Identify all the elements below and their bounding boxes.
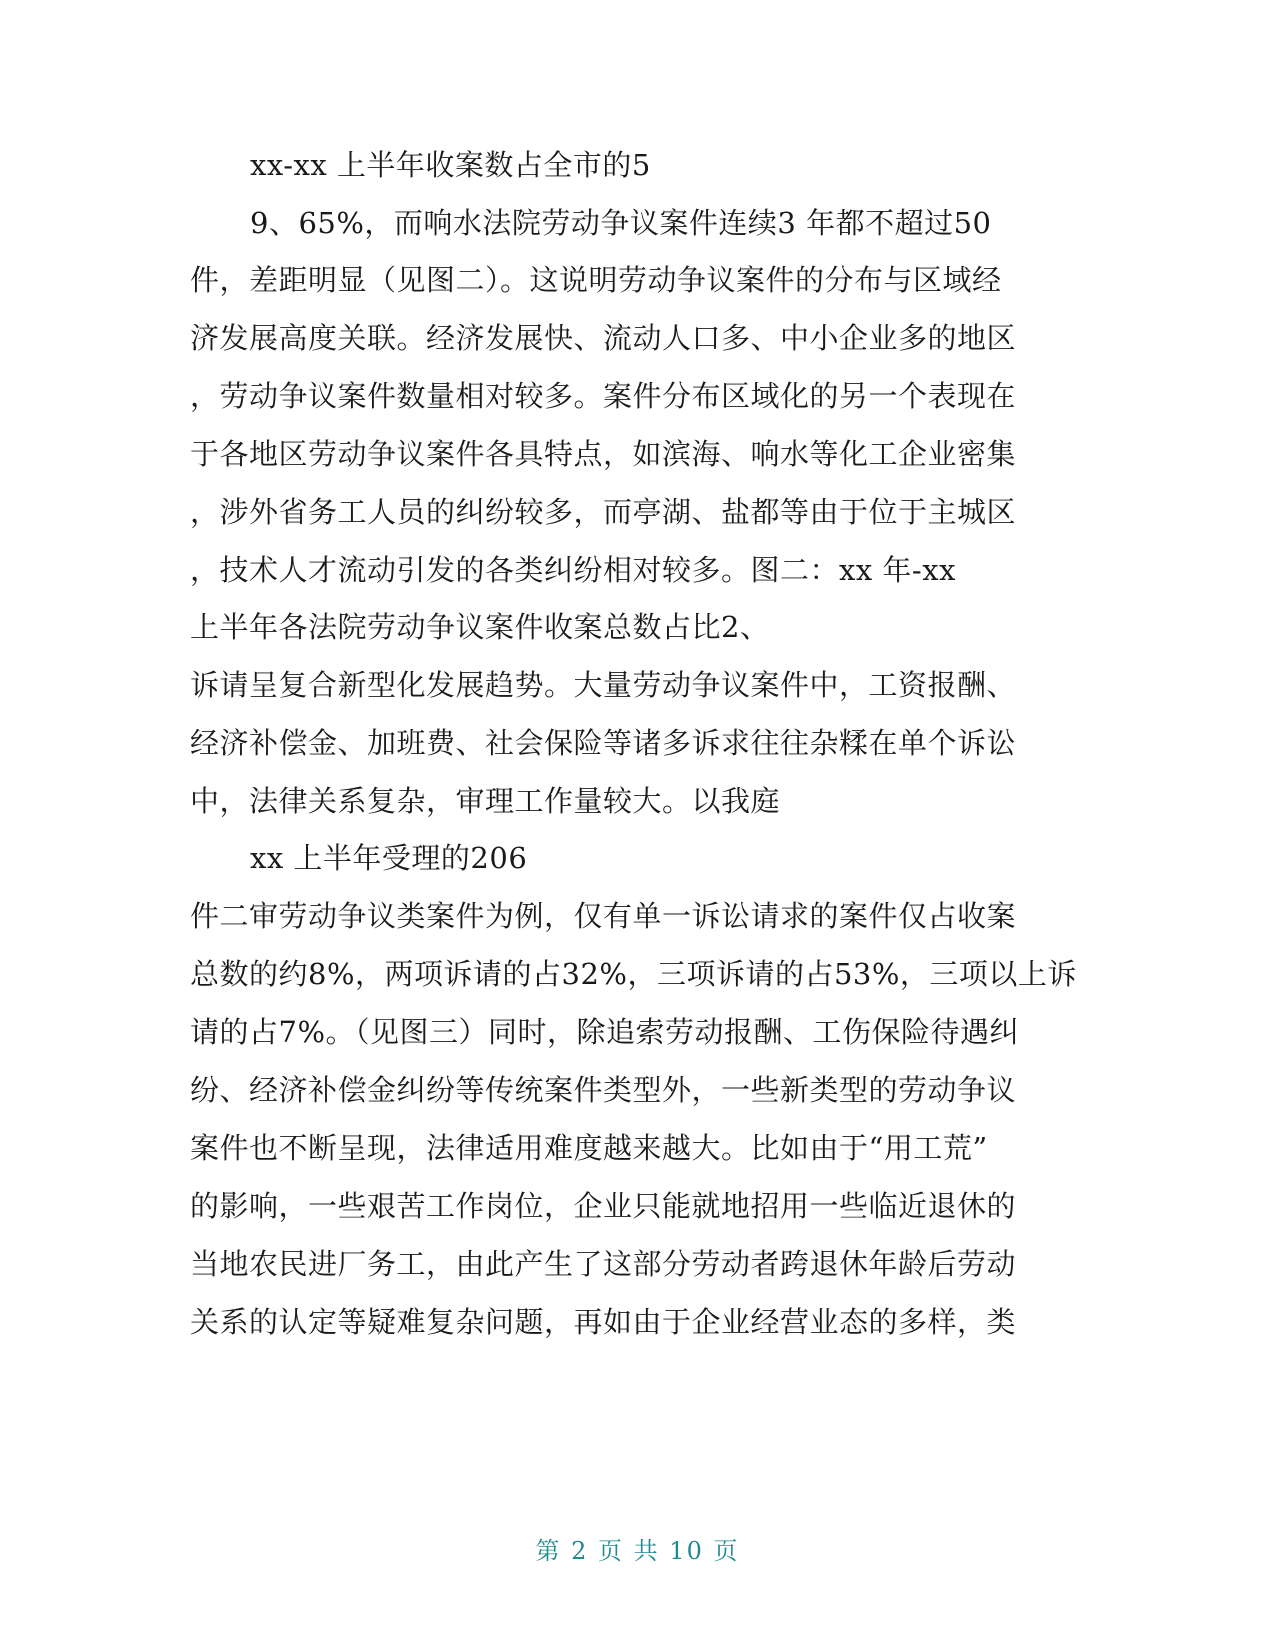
text-line-4: 济发展高度关联。经济发展快、流动人口多、中小企业多的地区 <box>190 321 1017 355</box>
text-line-12: 中，法律关系复杂，审理工作量较大。以我庭 <box>190 784 781 818</box>
page-number-footer: 第 2 页 共 10 页 <box>535 1537 740 1565</box>
text-line-2: 9、65%，而响水法院劳动争议案件连续3 年都不超过50 <box>250 206 992 240</box>
text-line-15: 总数的约8%，两项诉请的占32%，三项诉请的占53%，三项以上诉 <box>190 957 1077 991</box>
text-line-3: 件，差距明显（见图二）。这说明劳动争议案件的分布与区域经 <box>190 263 1002 297</box>
text-line-14: 件二审劳动争议类案件为例，仅有单一诉讼请求的案件仅占收案 <box>190 899 1017 933</box>
text-line-9: 上半年各法院劳动争议案件收案总数占比2、 <box>190 610 770 644</box>
text-line-1: xx-xx 上半年收案数占全市的5 <box>250 148 651 182</box>
text-line-19: 的影响，一些艰苦工作岗位，企业只能就地招用一些临近退休的 <box>190 1189 1017 1223</box>
text-line-10: 诉请呈复合新型化发展趋势。大量劳动争议案件中，工资报酬、 <box>190 668 1017 702</box>
text-line-13: xx 上半年受理的206 <box>250 841 528 875</box>
text-line-11: 经济补偿金、加班费、社会保险等诸多诉求往往杂糅在单个诉讼 <box>190 726 1017 760</box>
text-line-21: 关系的认定等疑难复杂问题，再如由于企业经营业态的多样，类 <box>190 1305 1017 1339</box>
text-line-20: 当地农民进厂务工，由此产生了这部分劳动者跨退休年龄后劳动 <box>190 1247 1017 1281</box>
text-line-7: ，涉外省务工人员的纠纷较多，而亭湖、盐都等由于位于主城区 <box>190 495 1017 529</box>
text-line-16: 请的占7%。（见图三）同时，除追索劳动报酬、工伤保险待遇纠 <box>190 1015 1020 1049</box>
text-line-18: 案件也不断呈现，法律适用难度越来越大。比如由于“用工荒” <box>190 1131 988 1165</box>
text-line-8: ，技术人才流动引发的各类纠纷相对较多。图二：xx 年-xx <box>190 553 956 587</box>
text-line-5: ，劳动争议案件数量相对较多。案件分布区域化的另一个表现在 <box>190 379 1017 413</box>
text-line-17: 纷、经济补偿金纠纷等传统案件类型外，一些新类型的劳动争议 <box>190 1073 1017 1107</box>
text-line-6: 于各地区劳动争议案件各具特点，如滨海、响水等化工企业密集 <box>190 437 1017 471</box>
